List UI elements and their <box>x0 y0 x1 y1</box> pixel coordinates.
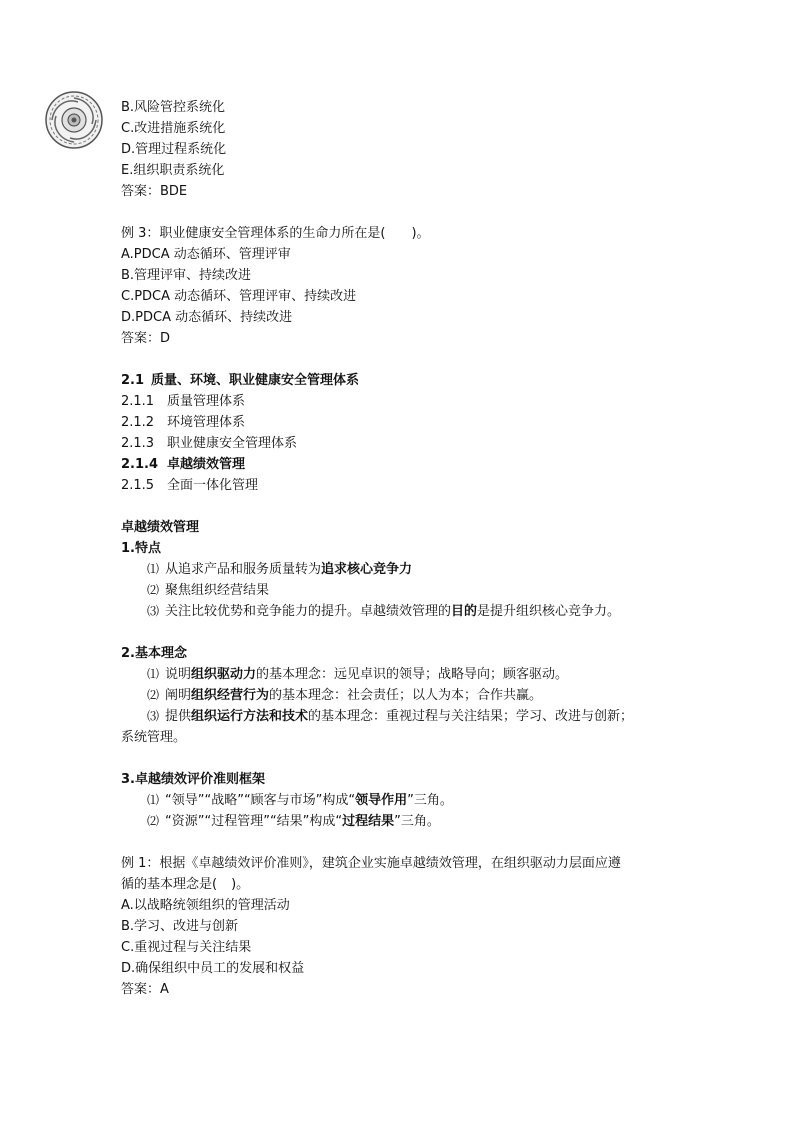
item-text: 是提升组织核心竞争力。 <box>477 604 621 619</box>
example1-answer: 答案：A <box>121 982 169 997</box>
item-text: “领导”“战略”“顾客与市场”构成“ <box>165 793 356 808</box>
item-marker: ⑵ <box>147 814 160 828</box>
item-text: 提供 <box>165 709 192 724</box>
swirl-emblem-icon <box>44 90 104 150</box>
item-text: 的基本理念：社会责任；以人为本；合作共赢。 <box>269 688 543 703</box>
item-text: “资源”“过程管理”“结果”构成“ <box>165 814 343 829</box>
toc-item-text: 环境管理体系 <box>167 415 246 430</box>
example1-question-suffix: )。 <box>231 877 250 892</box>
toc-item-num: 2.1.2 <box>121 415 155 430</box>
example1-question-prefix: 循的基本理念是( <box>121 877 218 892</box>
item-marker: ⑴ <box>147 562 160 576</box>
item-marker: ⑴ <box>147 667 160 681</box>
toc-item <box>121 391 245 412</box>
framework-heading: 3.卓越绩效评价准则框架 <box>121 772 265 787</box>
item-marker: ⑶ <box>147 709 160 723</box>
prev-answer: 答案：BDE <box>121 184 188 199</box>
item-bold: 组织驱动力 <box>191 667 257 682</box>
toc-item <box>121 412 245 433</box>
example3-question <box>121 223 430 244</box>
example1-question-line2 <box>121 874 249 895</box>
example3-option-a: A.PDCA 动态循环、管理评审 <box>121 247 291 262</box>
toc-heading <box>121 370 359 391</box>
toc-item-current <box>121 454 245 475</box>
toc-item-text: 质量管理体系 <box>167 394 246 409</box>
prev-option-c: C.改进措施系统化 <box>121 121 226 136</box>
toc-item-num: 2.1.3 <box>121 436 155 451</box>
toc-item-text: 职业健康安全管理体系 <box>167 436 298 451</box>
features-item-3 <box>147 601 620 622</box>
toc-item-num: 2.1.1 <box>121 394 155 409</box>
example1-option-a: A.以战略统领组织的管理活动 <box>121 898 290 913</box>
framework-item-2 <box>147 811 440 832</box>
example3-option-c: C.PDCA 动态循环、管理评审、持续改进 <box>121 289 357 304</box>
example3-option-d: D.PDCA 动态循环、持续改进 <box>121 310 293 325</box>
item-marker: ⑵ <box>147 583 160 597</box>
example3-question-prefix: 例 3：职业健康安全管理体系的生命力所在是( <box>121 226 386 241</box>
example3-option-b: B.管理评审、持续改进 <box>121 268 252 283</box>
toc-item <box>121 433 297 454</box>
example1-question-line1: 例 1：根据《卓越绩效评价准则》，建筑企业实施卓越绩效管理，在组织驱动力层面应遵 <box>121 856 621 871</box>
features-item-1 <box>147 559 412 580</box>
item-bold: 组织运行方法和技术 <box>191 709 309 724</box>
toc-item <box>121 475 258 496</box>
item-text: 阐明 <box>165 688 192 703</box>
item-marker: ⑵ <box>147 688 160 702</box>
item-text: 的基本理念：远见卓识的领导；战略导向；顾客驱动。 <box>256 667 569 682</box>
item-text: 从追求产品和服务质量转为 <box>165 562 322 577</box>
item-bold: 目的 <box>451 604 478 619</box>
features-heading: 1.特点 <box>121 541 161 556</box>
features-item-2 <box>147 580 269 601</box>
concepts-item-2 <box>147 685 542 706</box>
item-marker: ⑴ <box>147 793 160 807</box>
prev-option-d: D.管理过程系统化 <box>121 142 227 157</box>
toc-item-num: 2.1.5 <box>121 478 155 493</box>
item-text: ”三角。 <box>407 793 453 808</box>
item-text: 说明 <box>165 667 192 682</box>
item-bold: 组织经营行为 <box>191 688 270 703</box>
toc-heading-text: 质量、环境、职业健康安全管理体系 <box>151 373 360 388</box>
item-text: ”三角。 <box>394 814 440 829</box>
example1-option-b: B.学习、改进与创新 <box>121 919 239 934</box>
example3-answer: 答案：D <box>121 331 171 346</box>
section-title: 卓越绩效管理 <box>121 520 200 535</box>
toc-heading-num: 2.1 <box>121 373 145 388</box>
prev-option-b: B.风险管控系统化 <box>121 100 226 115</box>
prev-option-e: E.组织职责系统化 <box>121 163 225 178</box>
toc-item-text: 全面一体化管理 <box>167 478 259 493</box>
toc-item-num: 2.1.4 <box>121 457 159 472</box>
concepts-item-3-continuation: 系统管理。 <box>121 730 187 745</box>
concepts-item-3 <box>147 706 633 727</box>
concepts-item-1 <box>147 664 568 685</box>
framework-item-1 <box>147 790 453 811</box>
item-text: 聚焦组织经营结果 <box>165 583 270 598</box>
item-bold: 追求核心竞争力 <box>321 562 413 577</box>
item-marker: ⑶ <box>147 604 160 618</box>
example1-option-d: D.确保组织中员工的发展和权益 <box>121 961 305 976</box>
item-bold: 过程结果 <box>342 814 395 829</box>
example3-question-suffix: )。 <box>411 226 430 241</box>
item-text: 关注比较优势和竞争能力的提升。卓越绩效管理的 <box>165 604 452 619</box>
item-text: 的基本理念：重视过程与关注结果；学习、改进与创新； <box>308 709 634 724</box>
toc-item-text: 卓越绩效管理 <box>167 457 246 472</box>
example1-option-c: C.重视过程与关注结果 <box>121 940 252 955</box>
item-bold: 领导作用 <box>355 793 408 808</box>
concepts-heading: 2.基本理念 <box>121 646 187 661</box>
